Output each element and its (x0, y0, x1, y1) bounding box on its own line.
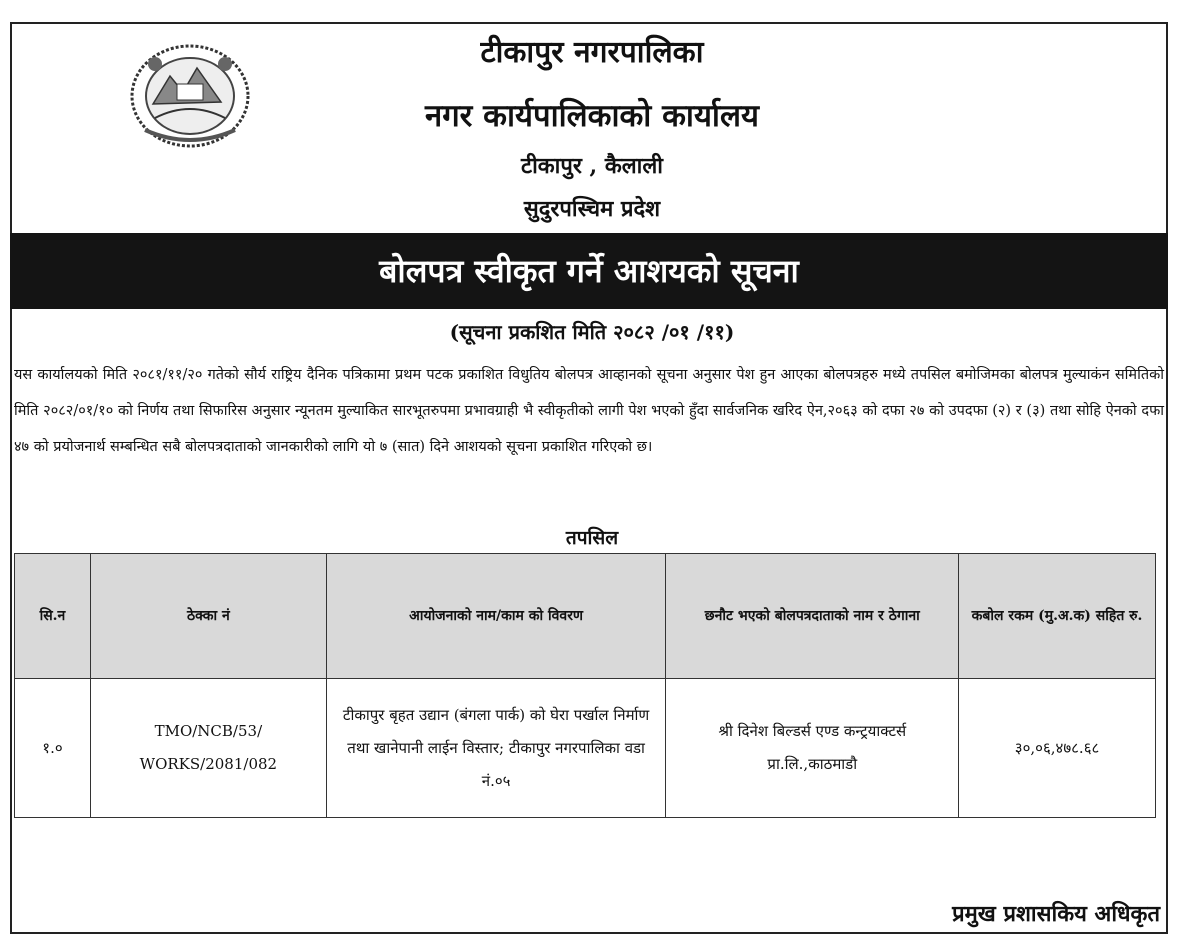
cell-sn: १.० (15, 679, 91, 818)
cell-bidder: श्री दिनेश बिल्डर्स एण्ड कन्ट्रयाक्टर्स प्रा.लि.,काठमाडौ (666, 679, 959, 818)
notice-title-banner: बोलपत्र स्वीकृत गर्ने आशयको सूचना (10, 233, 1168, 309)
municipality-name: टीकापुर नगरपालिका (480, 35, 704, 70)
published-date: (सूचना प्रकशित मिति २०८२ /०१ /११) (449, 320, 735, 344)
notice-body-text: यस कार्यालयको मिति २०८१/११/२० गतेको सौर्य राष्ट्रिय दैनिक पत्रिकामा प्रथम पटक प्रकाशित विधुतिय बोलपत्र आव्हानको सूचना अनुसार पेश हुन आएका बोलपत्रहरु मध्ये तपसिल बमोजिमका बोलपत्र मुल्याकंन समितिको मिति २०८२/०१/१० को निर्णय तथा सिफारिस अनुसार न्यूनतम मुल्याकित सारभूतरुपमा प्रभावग्राही भै स्वीकृतीको लागी पेश भएको हुँदा सार्वजनिक खरिद ऐन,२०६३ को दफा २७ को उपदफा (२) र (३) तथा सोहि ऐनको दफा ४७ को प्रयोजनार्थ सम्बन्धित सबै बोलपत्रदाताको जानकारीको लागि यो ७ (सात) दिने आशयको सूचना प्रकाशित गरिएको छ। (14, 367, 1164, 455)
col-header-description: आयोजनाको नाम/काम को विवरण (326, 554, 666, 679)
col-header-bidder: छनौट भएको बोलपत्रदाताको नाम र ठेगाना (666, 554, 959, 679)
bid-table (14, 553, 1156, 818)
province-name: सुदुरपस्चिम प्रदेश (523, 196, 661, 222)
col-header-contract-no: ठेक्का नं (90, 554, 326, 679)
cell-contract-no: TMO/NCB/53/ WORKS/2081/082 (90, 679, 326, 818)
office-location: टीकापुर , कैलाली (521, 153, 663, 179)
signatory-title: प्रमुख प्रशासकिय अधिकृत (952, 901, 1160, 927)
col-header-amount: कबोल रकम (मु.अ.क) सहित रु. (959, 554, 1156, 679)
col-header-sn: सि.न (15, 554, 91, 679)
cell-description: टीकापुर बृहत उद्यान (बंगला पार्क) को घेरा पर्खाल निर्माण तथा खानेपानी लाईन विस्तार; टीकापुर नगरपालिका वडा नं.०५ (326, 679, 666, 818)
office-name: नगर कार्यपालिकाको कार्यालय (425, 98, 759, 134)
cell-amount: ३०,०६,४७८.६८ (959, 679, 1156, 818)
details-heading: तपसिल (565, 527, 619, 549)
table-header-row (15, 554, 1156, 679)
table-row (15, 679, 1156, 818)
